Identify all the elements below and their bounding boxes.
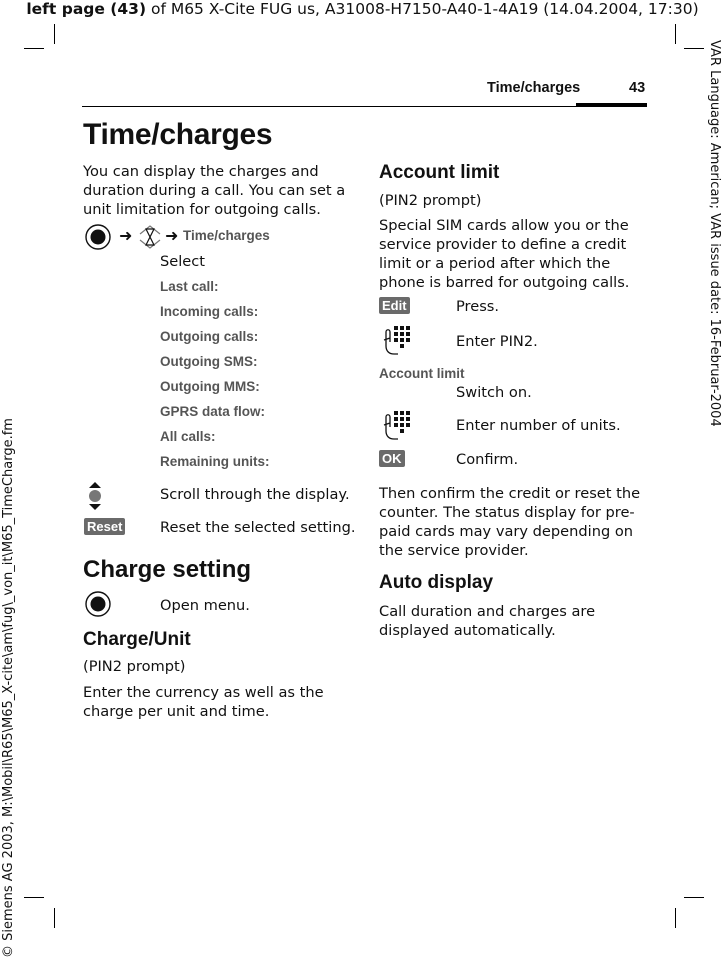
print-header-page: left page (43)	[26, 0, 147, 18]
scroll-updown-icon	[86, 481, 104, 511]
list-item: Last call:	[160, 279, 219, 294]
charge-unit-text: Enter the currency as well as the charge per unit and time.	[83, 684, 324, 720]
keypad-icon	[380, 409, 412, 441]
switch-on-text: Switch on.	[456, 384, 532, 401]
then-confirm-text: Then confirm the credit or reset the counter. The status display for pre-paid cards may vary depending on the service provider.	[379, 485, 641, 559]
crop-mark	[675, 24, 676, 44]
pin2-prompt: (PIN2 prompt)	[83, 658, 186, 675]
enter-pin2-text: Enter PIN2.	[456, 333, 538, 350]
side-note-right	[700, 40, 725, 480]
press-text: Press.	[456, 298, 500, 315]
arrow-icon: ➜	[165, 226, 179, 245]
crop-mark	[54, 908, 55, 928]
list-item: Remaining units:	[160, 454, 270, 469]
select-label: Select	[160, 253, 206, 270]
scroll-text: Scroll through the display.	[160, 486, 350, 503]
running-head-rule-thick	[576, 103, 647, 106]
menu-button-icon	[83, 591, 113, 617]
keypad-icon	[380, 324, 412, 356]
intro-text: You can display the charges and duration during a call. You can set a unit limitation for outgoing calls.	[83, 163, 346, 218]
crop-mark	[675, 908, 676, 928]
side-note-left	[0, 420, 34, 960]
open-menu-text: Open menu.	[160, 597, 250, 614]
nav-time-charges: Time/charges	[183, 228, 270, 243]
crop-mark	[24, 48, 44, 49]
list-item: Incoming calls:	[160, 304, 259, 319]
crop-mark	[684, 897, 704, 898]
auto-display-heading: Auto display	[379, 572, 494, 593]
reset-text: Reset the selected setting.	[160, 519, 356, 536]
copyright-path: © Siemens AG 2003, M:\Mobil\R65\M65_X-cite\am\fug\_von_it\M65_TimeCharge.fm	[1, 418, 16, 958]
arrow-icon: ➜	[119, 226, 133, 245]
var-language: VAR Language: American; VAR issue date: 16-Februar-2004	[707, 40, 722, 427]
list-item: GPRS data flow:	[160, 404, 266, 419]
running-head-title: Time/charges	[487, 80, 581, 96]
list-item: All calls:	[160, 429, 216, 444]
account-limit-heading: Account limit	[379, 162, 500, 183]
confirm-text: Confirm.	[456, 451, 519, 468]
print-header	[0, 0, 725, 18]
hourglass-menu-icon	[137, 224, 163, 250]
running-head-page: 43	[629, 80, 646, 96]
menu-button-icon	[83, 224, 113, 250]
pin2-prompt: (PIN2 prompt)	[379, 192, 482, 209]
crop-mark	[54, 24, 55, 44]
auto-display-text: Call duration and charges are displayed automatically.	[379, 603, 596, 639]
enter-units-text: Enter number of units.	[456, 417, 621, 434]
print-header-info: of M65 X-Cite FUG us, A31008-H7150-A40-1-4A19 (14.04.2004, 17:30)	[146, 0, 699, 18]
account-limit-text: Special SIM cards allow you or the service provider to define a credit limit or a period after which the phone is barred for outgoing calls.	[379, 217, 630, 291]
account-limit-label: Account limit	[379, 366, 465, 381]
list-item: Outgoing MMS:	[160, 379, 260, 394]
reset-softkey: Reset	[84, 518, 125, 535]
edit-softkey: Edit	[379, 297, 410, 314]
list-item: Outgoing SMS:	[160, 354, 258, 369]
running-head-rule	[82, 106, 647, 107]
page-title: Time/charges	[83, 118, 273, 151]
nav-path	[83, 224, 353, 250]
list-item: Outgoing calls:	[160, 329, 259, 344]
charge-setting-heading: Charge setting	[83, 556, 252, 583]
ok-softkey: OK	[379, 450, 405, 467]
charge-unit-heading: Charge/Unit	[83, 629, 191, 650]
